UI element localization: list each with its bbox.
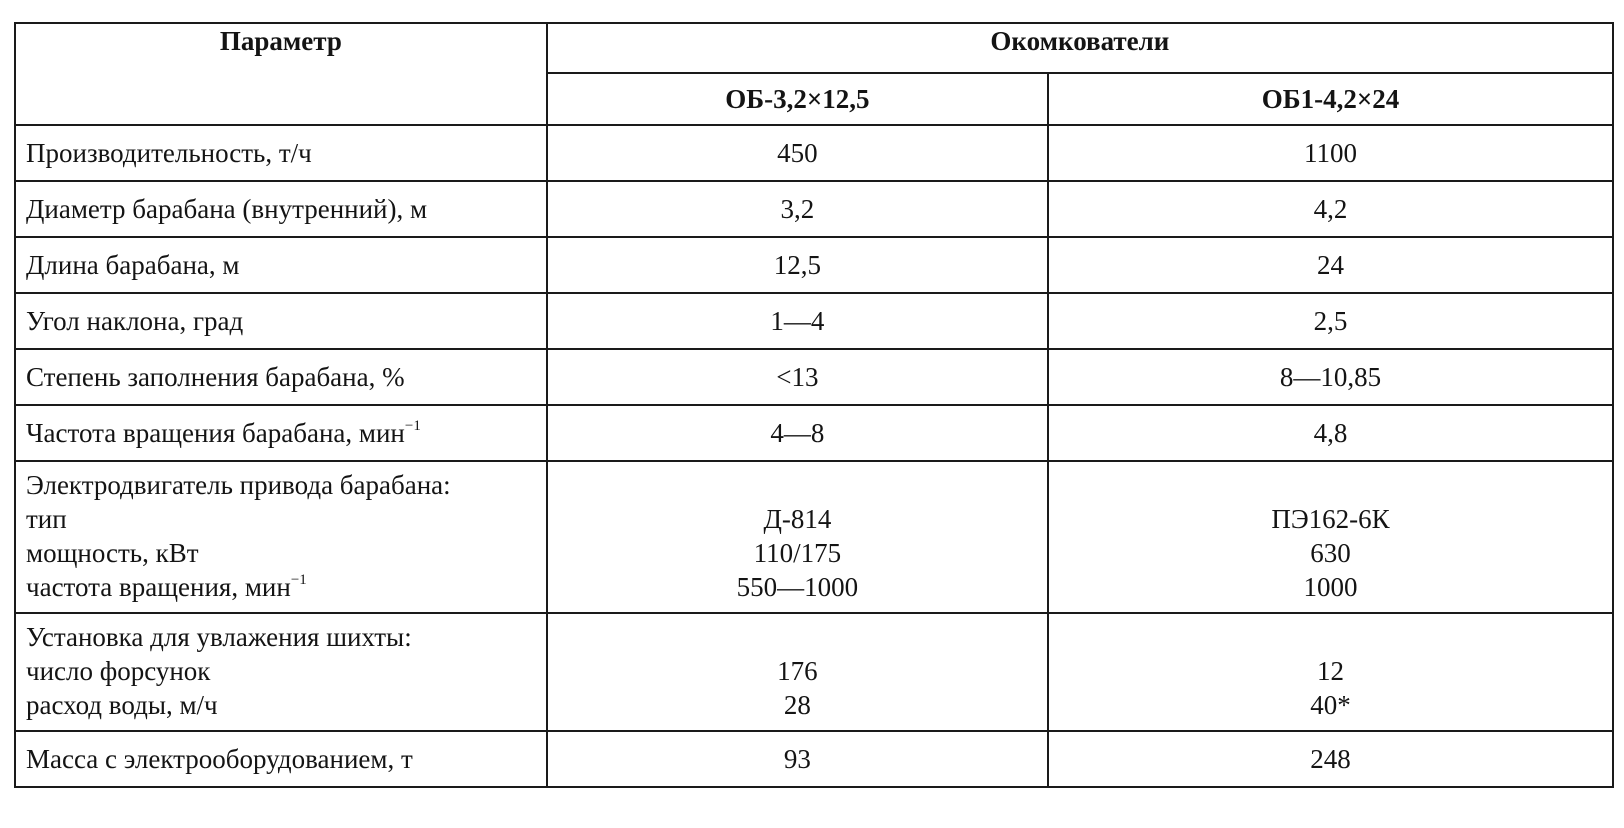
parameter-header: Параметр	[15, 23, 547, 125]
mass-row	[15, 731, 1613, 787]
humidifier-values-model-1	[547, 613, 1048, 731]
value-model-2: 2,5	[1048, 293, 1613, 349]
motor-values-model-2	[1048, 461, 1613, 613]
unit-exponent: −1	[404, 418, 421, 434]
value-model-1: 4—8	[547, 405, 1048, 461]
water-value: 40*	[1310, 690, 1351, 720]
unit-exponent: −1	[290, 572, 307, 588]
header-row	[15, 23, 1613, 73]
table-row	[15, 293, 1613, 349]
motor-speed-value: 1000	[1303, 572, 1358, 602]
param-label: Угол наклона, град	[15, 293, 547, 349]
water-label: расход воды, м/ч	[26, 690, 218, 720]
water-value: 28	[783, 690, 811, 720]
value-model-2: 1100	[1048, 125, 1613, 181]
table-row	[15, 237, 1613, 293]
table-row	[15, 349, 1613, 405]
param-label: Длина барабана, м	[15, 237, 547, 293]
table-row	[15, 125, 1613, 181]
motor-type-value: ПЭ162-6К	[1271, 504, 1390, 534]
nozzles-value: 176	[777, 656, 818, 686]
nozzles-value: 12	[1317, 656, 1344, 686]
motor-speed-label	[26, 570, 536, 604]
value-model-1: 93	[547, 731, 1048, 787]
humidifier-title: Установка для увлажения шихты:	[26, 622, 412, 652]
param-label-text: Частота вращения барабана, мин	[26, 418, 405, 448]
value-model-2: 248	[1048, 731, 1613, 787]
humidifier-values-model-2	[1048, 613, 1613, 731]
model-header-1: ОБ-3,2×12,5	[547, 73, 1048, 125]
motor-type-value: Д-814	[763, 504, 832, 534]
param-label: Диаметр барабана (внутренний), м	[15, 181, 547, 237]
value-model-1: 3,2	[547, 181, 1048, 237]
motor-params	[15, 461, 547, 613]
table-row	[15, 181, 1613, 237]
motor-power-value: 110/175	[753, 538, 842, 568]
motor-values-model-1	[547, 461, 1048, 613]
motor-speed-label-text: частота вращения, мин	[26, 572, 291, 602]
table-row	[15, 405, 1613, 461]
param-label: Масса с электрооборудованием, т	[15, 731, 547, 787]
humidifier-row	[15, 613, 1613, 731]
param-label: Производительность, т/ч	[15, 125, 547, 181]
motor-row	[15, 461, 1613, 613]
motor-title: Электродвигатель привода барабана:	[26, 470, 451, 500]
motor-type-label: тип	[26, 504, 67, 534]
value-model-1: 12,5	[547, 237, 1048, 293]
value-model-1: <13	[547, 349, 1048, 405]
value-model-2: 4,2	[1048, 181, 1613, 237]
specifications-table	[14, 22, 1614, 788]
nozzles-label: число форсунок	[26, 656, 211, 686]
motor-speed-value: 550—1000	[736, 572, 859, 602]
value-model-2: 24	[1048, 237, 1613, 293]
motor-power-label: мощность, кВт	[26, 538, 199, 568]
humidifier-params	[15, 613, 547, 731]
value-model-2: 8—10,85	[1048, 349, 1613, 405]
motor-power-value: 630	[1310, 538, 1351, 568]
param-label: Степень заполнения барабана, %	[15, 349, 547, 405]
pelletizers-header: Окомкователи	[547, 23, 1613, 73]
param-label	[15, 405, 547, 461]
value-model-2: 4,8	[1048, 405, 1613, 461]
value-model-1: 1—4	[547, 293, 1048, 349]
value-model-1: 450	[547, 125, 1048, 181]
model-header-2: ОБ1-4,2×24	[1048, 73, 1613, 125]
